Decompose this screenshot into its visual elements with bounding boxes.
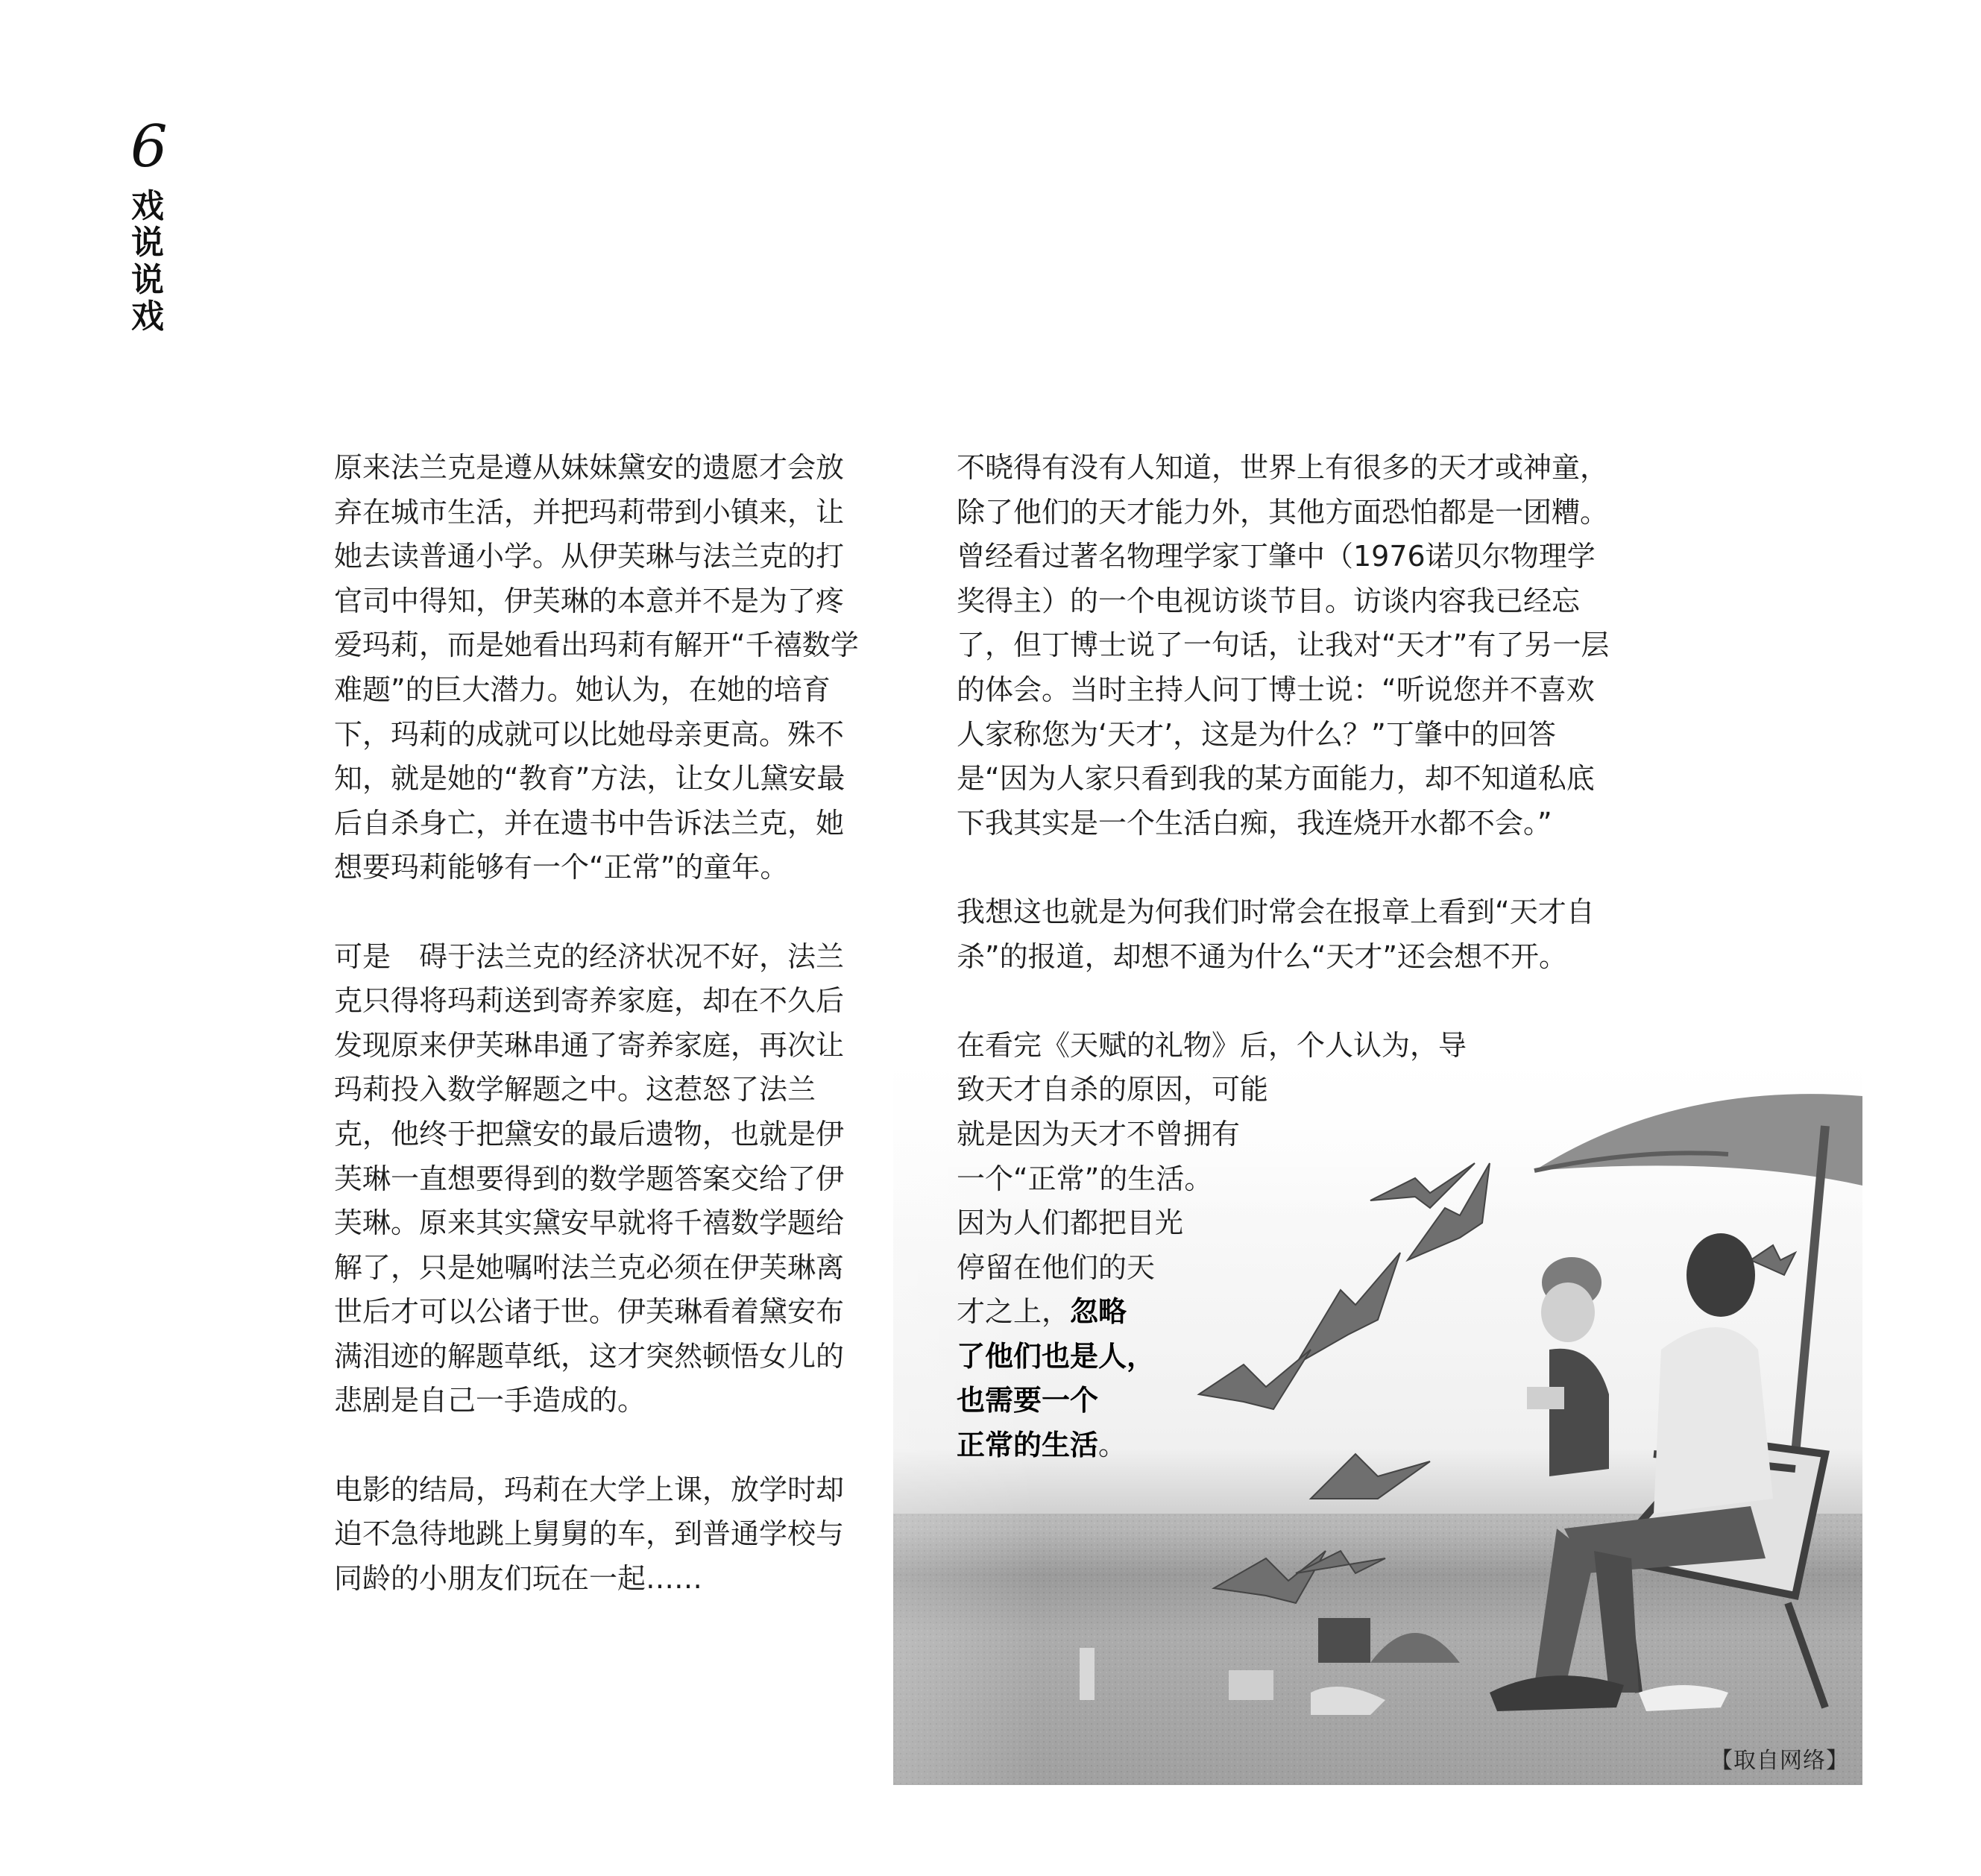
right-paragraph-3 (957, 1024, 1620, 1468)
right-column (957, 446, 1620, 1468)
column-label: 戏说说戏 (131, 187, 164, 336)
page-number: 6 (130, 113, 168, 180)
closing-line-7: 才之上，忽略 (957, 1295, 1127, 1329)
left-paragraph-3: 电影的结局，玛莉在大学上课，放学时却迫不急待地跳上舅舅的车，到普通学校与同龄的小朋友们玩在一起…… (334, 1473, 845, 1595)
closing-line-3: 就是因为天才不曾拥有 (957, 1117, 1241, 1151)
closing-line-10: 正常的生活。 (957, 1429, 1127, 1462)
closing-line-5: 因为人们都把目光 (957, 1206, 1184, 1240)
right-paragraph-2: 我想这也就是为何我们时常会在报章上看到“天才自杀”的报道，却想不通为什么“天才”还会想不开。 (957, 895, 1595, 973)
left-paragraph-2 (334, 935, 871, 1424)
closing-line-1: 在看完《天赋的礼物》后，个人认为，导 (957, 1028, 1467, 1062)
photo-credit: 【取自网络】 (1710, 1748, 1849, 1774)
closing-line-6: 停留在他们的天 (957, 1250, 1156, 1284)
left-column (334, 446, 871, 1601)
closing-line-8: 了他们也是人， (957, 1339, 1156, 1373)
closing-line-2: 致天才自杀的原因，可能 (957, 1073, 1269, 1107)
left-paragraph-1: 原来法兰克是遵从妹妹黛安的遗愿才会放弃在城市生活，并把玛莉带到小镇来，让她去读普通小学。从伊芙琳与法兰克的打官司中得知，伊芙琳的本意并不是为了疼爱玛莉，而是她看出玛莉有解开“千禧数学难题”的巨大潜力。她认为，在她的培育下，玛莉的成就可以比她母亲更高。殊不知，就是她的“教育”方法，让女儿黛安最后自杀身亡，并在遗书中告诉法兰克，她想要玛莉能够有一个“正常”的童年。 (334, 451, 859, 884)
closing-line-4: 一个“正常”的生活。 (957, 1162, 1213, 1195)
left-paragraph-2-rest: 碍于法兰克的经济状况不好，法兰克只得将玛莉送到寄养家庭，却在不久后发现原来伊芙琳串通了寄养家庭，再次让玛莉投入数学解题之中。这惹怒了法兰克，他终于把黛安的最后遗物，也就是伊芙琳一直想要得到的数学题答案交给了伊芙琳。原来其实黛安早就将千禧数学题给解了，只是她嘱咐法兰克必须在伊芙琳离世后才可以公诸于世。伊芙琳看着黛安布满泪迹的解题草纸，这才突然顿悟女儿的悲剧是自己一手造成的。 (334, 939, 845, 1417)
right-paragraph-1: 不晓得有没有人知道，世界上有很多的天才或神童，除了他们的天才能力外，其他方面恐怕都是一团糟。曾经看过著名物理学家丁肇中（1976诺贝尔物理学奖得主）的一个电视访谈节目。访谈内容我已经忘了，但丁博士说了一句话，让我对“天才”有了另一层的体会。当时主持人问丁博士说：“听说您并不喜欢人家称您为‘天才’，这是为什么？”丁肇中的回答是“因为人家只看到我的某方面能力，却不知道私底下我其实是一个生活白痴，我连烧开水都不会。” (957, 451, 1610, 840)
closing-line-9: 也需要一个 (957, 1384, 1099, 1417)
left-paragraph-2-start: 可是 (334, 939, 391, 973)
